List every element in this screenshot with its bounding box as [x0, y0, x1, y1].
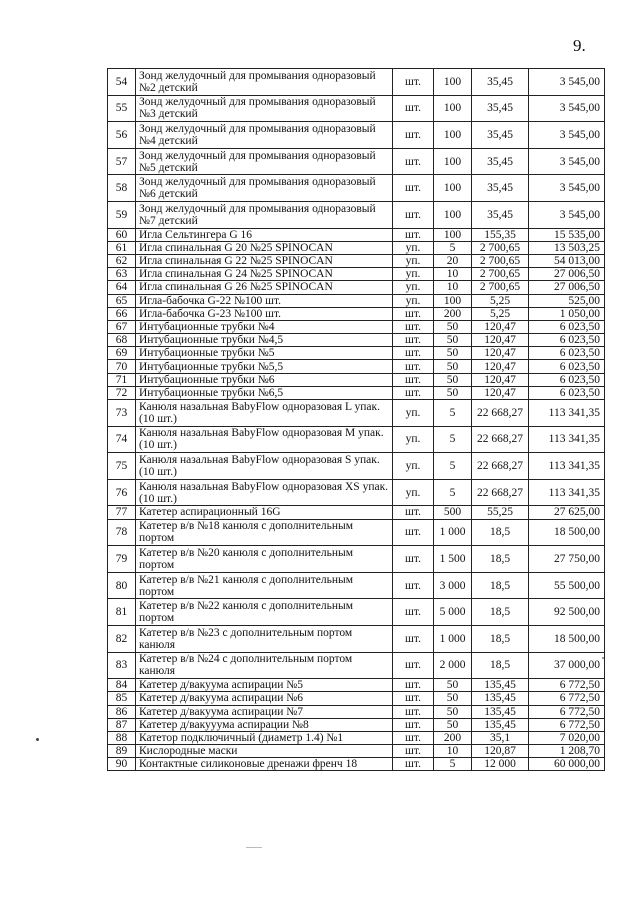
item-unit: шт. — [393, 731, 434, 744]
item-total: 1 050,00 — [529, 307, 605, 320]
item-price: 35,45 — [472, 175, 529, 202]
item-number: 57 — [108, 148, 136, 175]
item-number: 73 — [108, 400, 136, 427]
item-quantity: 50 — [434, 373, 472, 386]
item-total: 15 535,00 — [529, 228, 605, 241]
item-total: 18 500,00 — [529, 519, 605, 546]
item-name: Катетер в/в №23 с дополнительным портом канюля — [136, 625, 393, 652]
item-price: 120,47 — [472, 360, 529, 373]
item-quantity: 10 — [434, 745, 472, 758]
item-quantity: 100 — [434, 95, 472, 122]
item-unit: шт. — [393, 307, 434, 320]
item-unit: шт. — [393, 201, 434, 228]
item-number: 66 — [108, 307, 136, 320]
table-row — [108, 95, 605, 122]
item-quantity: 50 — [434, 360, 472, 373]
item-name: Катетер д/вакууума аспирации №8 — [136, 718, 393, 731]
item-total: 6 023,50 — [529, 360, 605, 373]
item-number: 78 — [108, 519, 136, 546]
item-unit: шт. — [393, 386, 434, 399]
item-unit: шт. — [393, 320, 434, 333]
item-number: 81 — [108, 599, 136, 626]
table-row — [108, 718, 605, 731]
item-name: Катетер д/вакуума аспирации №5 — [136, 679, 393, 692]
item-total: 60 000,00 — [529, 758, 605, 771]
item-total: 27 006,50 — [529, 268, 605, 281]
items-table — [107, 68, 605, 771]
item-quantity: 50 — [434, 692, 472, 705]
item-name: Зонд желудочный для промывания одноразовый №3 детский — [136, 95, 393, 122]
item-quantity: 5 — [434, 241, 472, 254]
item-number: 72 — [108, 386, 136, 399]
item-price: 35,45 — [472, 201, 529, 228]
item-number: 75 — [108, 453, 136, 480]
table-row — [108, 294, 605, 307]
items-table-body — [108, 69, 605, 771]
item-price: 120,47 — [472, 373, 529, 386]
item-total: 27 625,00 — [529, 506, 605, 519]
item-name: Игла спинальная G 26 №25 SPINOCAN — [136, 281, 393, 294]
item-name: Интубационные трубки №4,5 — [136, 334, 393, 347]
item-name: Игла-бабочка G-23 №100 шт. — [136, 307, 393, 320]
item-number: 60 — [108, 228, 136, 241]
item-name: Канюля назальная BabyFlow одноразовая M упак. (10 шт.) — [136, 426, 393, 453]
item-price: 18,5 — [472, 652, 529, 679]
item-quantity: 5 — [434, 453, 472, 480]
table-row — [108, 69, 605, 96]
item-number: 84 — [108, 679, 136, 692]
item-price: 120,47 — [472, 334, 529, 347]
item-number: 56 — [108, 122, 136, 149]
item-number: 87 — [108, 718, 136, 731]
item-quantity: 200 — [434, 307, 472, 320]
table-row — [108, 453, 605, 480]
item-total: 3 545,00 — [529, 148, 605, 175]
item-name: Катетер д/вакуума аспирации №7 — [136, 705, 393, 718]
item-unit: шт. — [393, 175, 434, 202]
item-quantity: 1 500 — [434, 546, 472, 573]
table-row — [108, 572, 605, 599]
item-name: Катетер в/в №22 канюля с дополнительным портом — [136, 599, 393, 626]
table-row — [108, 347, 605, 360]
item-price: 5,25 — [472, 307, 529, 320]
item-number: 89 — [108, 745, 136, 758]
item-unit: уп. — [393, 281, 434, 294]
item-total: 525,00 — [529, 294, 605, 307]
item-name: Зонд желудочный для промывания одноразовый №7 детский — [136, 201, 393, 228]
item-unit: уп. — [393, 268, 434, 281]
item-quantity: 50 — [434, 347, 472, 360]
item-unit: уп. — [393, 453, 434, 480]
item-price: 120,47 — [472, 320, 529, 333]
item-number: 62 — [108, 254, 136, 267]
item-number: 67 — [108, 320, 136, 333]
item-price: 55,25 — [472, 506, 529, 519]
item-total: 3 545,00 — [529, 122, 605, 149]
item-total: 27 750,00 — [529, 546, 605, 573]
item-unit: уп. — [393, 479, 434, 506]
table-row — [108, 175, 605, 202]
item-quantity: 20 — [434, 254, 472, 267]
item-number: 63 — [108, 268, 136, 281]
item-total: 3 545,00 — [529, 175, 605, 202]
item-unit: шт. — [393, 519, 434, 546]
item-price: 22 668,27 — [472, 400, 529, 427]
item-total: 55 500,00 — [529, 572, 605, 599]
item-unit: шт. — [393, 360, 434, 373]
item-total: 6 772,50 — [529, 718, 605, 731]
item-number: 55 — [108, 95, 136, 122]
item-total: 7 020,00 — [529, 731, 605, 744]
item-unit: уп. — [393, 426, 434, 453]
item-quantity: 100 — [434, 294, 472, 307]
item-name: Канюля назальная BabyFlow одноразовая L упак. (10 шт.) — [136, 400, 393, 427]
item-total: 13 503,25 — [529, 241, 605, 254]
item-number: 76 — [108, 479, 136, 506]
table-row — [108, 506, 605, 519]
item-quantity: 2 000 — [434, 652, 472, 679]
item-name: Зонд желудочный для промывания одноразовый №4 детский — [136, 122, 393, 149]
item-price: 135,45 — [472, 692, 529, 705]
item-name: Канюля назальная BabyFlow одноразовая S упак. (10 шт.) — [136, 453, 393, 480]
item-name: Интубационные трубки №6,5 — [136, 386, 393, 399]
item-unit: шт. — [393, 692, 434, 705]
table-row — [108, 758, 605, 771]
table-row — [108, 679, 605, 692]
table-row — [108, 241, 605, 254]
item-quantity: 5 000 — [434, 599, 472, 626]
item-unit: шт. — [393, 148, 434, 175]
table-row — [108, 373, 605, 386]
table-row — [108, 307, 605, 320]
item-total: 6 023,50 — [529, 347, 605, 360]
item-name: Игла спинальная G 24 №25 SPINOCAN — [136, 268, 393, 281]
item-number: 77 — [108, 506, 136, 519]
item-total: 6 023,50 — [529, 386, 605, 399]
page-number: 9. — [573, 36, 586, 55]
item-price: 18,5 — [472, 599, 529, 626]
table-row — [108, 148, 605, 175]
item-price: 35,45 — [472, 148, 529, 175]
item-quantity: 5 — [434, 758, 472, 771]
item-quantity: 5 — [434, 479, 472, 506]
item-name: Катетер д/вакуума аспирации №6 — [136, 692, 393, 705]
item-total: 37 000,00 — [529, 652, 605, 679]
table-row — [108, 546, 605, 573]
item-price: 2 700,65 — [472, 254, 529, 267]
item-number: 74 — [108, 426, 136, 453]
item-unit: уп. — [393, 241, 434, 254]
item-quantity: 100 — [434, 228, 472, 241]
item-price: 35,45 — [472, 122, 529, 149]
item-number: 64 — [108, 281, 136, 294]
item-unit: шт. — [393, 745, 434, 758]
item-unit: уп. — [393, 254, 434, 267]
item-name: Зонд желудочный для промывания одноразовый №6 детский — [136, 175, 393, 202]
item-number: 80 — [108, 572, 136, 599]
table-row — [108, 426, 605, 453]
item-total: 54 013,00 — [529, 254, 605, 267]
item-quantity: 100 — [434, 122, 472, 149]
table-row — [108, 625, 605, 652]
item-total: 1 208,70 — [529, 745, 605, 758]
item-number: 69 — [108, 347, 136, 360]
item-total: 6 023,50 — [529, 373, 605, 386]
item-price: 18,5 — [472, 519, 529, 546]
item-price: 155,35 — [472, 228, 529, 241]
table-row — [108, 386, 605, 399]
table-row — [108, 122, 605, 149]
item-unit: шт. — [393, 95, 434, 122]
item-unit: шт. — [393, 334, 434, 347]
item-name: Игла спинальная G 22 №25 SPINOCAN — [136, 254, 393, 267]
item-number: 70 — [108, 360, 136, 373]
item-price: 18,5 — [472, 546, 529, 573]
item-total: 3 545,00 — [529, 95, 605, 122]
item-name: Катетер в/в №18 канюля с дополнительным портом — [136, 519, 393, 546]
item-price: 2 700,65 — [472, 241, 529, 254]
item-name: Катетер в/в №24 с дополнительным портом канюля — [136, 652, 393, 679]
item-name: Катетер в/в №21 канюля с дополнительным портом — [136, 572, 393, 599]
item-quantity: 200 — [434, 731, 472, 744]
item-unit: шт. — [393, 599, 434, 626]
item-price: 35,1 — [472, 731, 529, 744]
item-number: 61 — [108, 241, 136, 254]
item-number: 86 — [108, 705, 136, 718]
table-row — [108, 320, 605, 333]
table-row — [108, 599, 605, 626]
item-name: Контактные силиконовые дренажи френч 18 — [136, 758, 393, 771]
item-total: 6 023,50 — [529, 320, 605, 333]
item-quantity: 5 — [434, 400, 472, 427]
item-unit: уп. — [393, 400, 434, 427]
item-quantity: 10 — [434, 281, 472, 294]
item-price: 2 700,65 — [472, 268, 529, 281]
item-price: 18,5 — [472, 572, 529, 599]
item-name: Игла спинальная G 20 №25 SPINOCAN — [136, 241, 393, 254]
item-number: 88 — [108, 731, 136, 744]
item-total: 92 500,00 — [529, 599, 605, 626]
table-row — [108, 705, 605, 718]
item-quantity: 5 — [434, 426, 472, 453]
table-row — [108, 519, 605, 546]
table-row — [108, 201, 605, 228]
item-name: Катетор подключичный (диаметр 1.4) №1 — [136, 731, 393, 744]
item-unit: шт. — [393, 572, 434, 599]
item-quantity: 3 000 — [434, 572, 472, 599]
item-quantity: 50 — [434, 320, 472, 333]
item-quantity: 10 — [434, 268, 472, 281]
item-name: Зонд желудочный для промывания одноразовый №5 детский — [136, 148, 393, 175]
table-row — [108, 254, 605, 267]
item-quantity: 1 000 — [434, 519, 472, 546]
item-unit: шт. — [393, 69, 434, 96]
table-row — [108, 268, 605, 281]
item-quantity: 100 — [434, 175, 472, 202]
item-number: 83 — [108, 652, 136, 679]
item-unit: шт. — [393, 228, 434, 241]
item-quantity: 1 000 — [434, 625, 472, 652]
item-unit: шт. — [393, 122, 434, 149]
item-price: 120,87 — [472, 745, 529, 758]
item-total: 27 006,50 — [529, 281, 605, 294]
item-total: 3 545,00 — [529, 201, 605, 228]
item-number: 79 — [108, 546, 136, 573]
item-name: Игла-бабочка G-22 №100 шт. — [136, 294, 393, 307]
item-unit: шт. — [393, 758, 434, 771]
item-price: 2 700,65 — [472, 281, 529, 294]
table-row — [108, 731, 605, 744]
item-quantity: 50 — [434, 386, 472, 399]
item-number: 85 — [108, 692, 136, 705]
item-quantity: 100 — [434, 69, 472, 96]
item-quantity: 50 — [434, 679, 472, 692]
item-name: Интубационные трубки №5,5 — [136, 360, 393, 373]
item-name: Игла Сельтингера G 16 — [136, 228, 393, 241]
table-row — [108, 652, 605, 679]
item-total: 6 772,50 — [529, 705, 605, 718]
item-total: 113 341,35 — [529, 426, 605, 453]
item-total: 6 772,50 — [529, 679, 605, 692]
item-quantity: 50 — [434, 705, 472, 718]
item-unit: шт. — [393, 679, 434, 692]
item-price: 35,45 — [472, 95, 529, 122]
item-quantity: 100 — [434, 201, 472, 228]
item-total: 113 341,35 — [529, 479, 605, 506]
table-row — [108, 360, 605, 373]
item-name: Интубационные трубки №5 — [136, 347, 393, 360]
table-row — [108, 334, 605, 347]
item-total: 6 023,50 — [529, 334, 605, 347]
table-row — [108, 400, 605, 427]
item-number: 54 — [108, 69, 136, 96]
item-total: 18 500,00 — [529, 625, 605, 652]
item-unit: шт. — [393, 546, 434, 573]
item-name: Кислородные маски — [136, 745, 393, 758]
item-number: 68 — [108, 334, 136, 347]
item-number: 58 — [108, 175, 136, 202]
item-quantity: 100 — [434, 148, 472, 175]
item-name: Канюля назальная BabyFlow одноразовая XS упак. (10 шт.) — [136, 479, 393, 506]
item-price: 135,45 — [472, 718, 529, 731]
item-price: 120,47 — [472, 347, 529, 360]
item-quantity: 50 — [434, 334, 472, 347]
item-price: 22 668,27 — [472, 453, 529, 480]
item-price: 120,47 — [472, 386, 529, 399]
table-row — [108, 228, 605, 241]
item-price: 5,25 — [472, 294, 529, 307]
item-name: Катетер в/в №20 канюля с дополнительным портом — [136, 546, 393, 573]
table-row — [108, 479, 605, 506]
item-price: 135,45 — [472, 705, 529, 718]
item-price: 18,5 — [472, 625, 529, 652]
item-unit: шт. — [393, 373, 434, 386]
item-quantity: 50 — [434, 718, 472, 731]
item-number: 90 — [108, 758, 136, 771]
item-total: 113 341,35 — [529, 453, 605, 480]
item-price: 22 668,27 — [472, 426, 529, 453]
item-total: 113 341,35 — [529, 400, 605, 427]
table-row — [108, 692, 605, 705]
item-number: 82 — [108, 625, 136, 652]
item-number: 71 — [108, 373, 136, 386]
item-name: Интубационные трубки №4 — [136, 320, 393, 333]
item-name: Зонд желудочный для промывания одноразовый №2 детский — [136, 69, 393, 96]
item-unit: шт. — [393, 718, 434, 731]
item-unit: шт. — [393, 347, 434, 360]
item-price: 35,45 — [472, 69, 529, 96]
item-number: 59 — [108, 201, 136, 228]
item-unit: шт. — [393, 506, 434, 519]
item-quantity: 500 — [434, 506, 472, 519]
item-unit: шт. — [393, 625, 434, 652]
table-row — [108, 281, 605, 294]
item-price: 12 000 — [472, 758, 529, 771]
item-unit: уп. — [393, 294, 434, 307]
item-name: Интубационные трубки №6 — [136, 373, 393, 386]
item-number: 65 — [108, 294, 136, 307]
item-name: Катетер аспирационный 16G — [136, 506, 393, 519]
scan-speck-right — [602, 657, 604, 659]
scan-speck — [36, 738, 39, 741]
item-unit: шт. — [393, 652, 434, 679]
item-unit: шт. — [393, 705, 434, 718]
item-total: 3 545,00 — [529, 69, 605, 96]
item-price: 135,45 — [472, 679, 529, 692]
scan-smudge — [246, 847, 262, 848]
item-total: 6 772,50 — [529, 692, 605, 705]
table-row — [108, 745, 605, 758]
item-price: 22 668,27 — [472, 479, 529, 506]
